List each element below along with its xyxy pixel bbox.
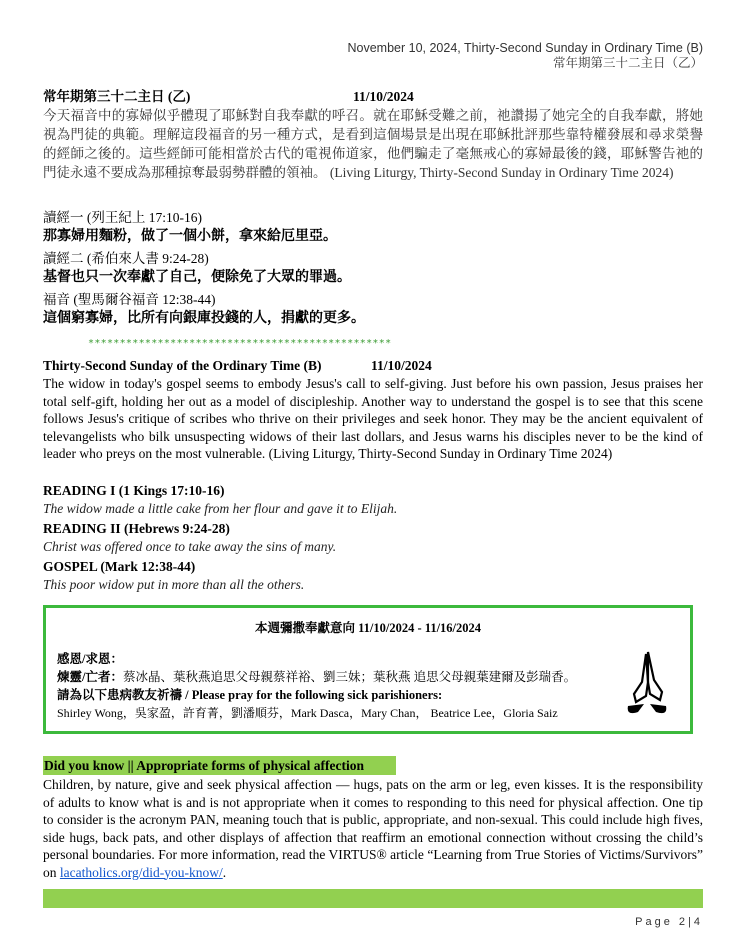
dyk-text: Children, by nature, give and seek physical affection — hugs, pats on the arm or leg, even kisses. It is the responsibility of adults to know what is and is not appropriate when it comes to responding to this need for physical affection. One tip to consider is the acronym PAN, meaning touch that is public, appropriate, and non-sexual. This could include high fives, side hugs, back pats, and other displays of affection that reaffirm an emotional connection without crossing the child’s personal boundaries. For more information, read the VIRTUS® article “Learning from True Stories of Victims/Survivors” on <box>43 777 703 880</box>
pray-label: 請為以下患病教友祈禱 / Please pray for the following sick parishioners: <box>57 688 443 702</box>
mass-intentions-box <box>43 605 693 734</box>
did-you-know-body <box>43 776 703 881</box>
header-english: November 10, 2024, Thirty-Second Sunday in Ordinary Time (B) <box>347 41 703 55</box>
praying-hands-icon <box>622 646 672 716</box>
zh-date: 11/10/2024 <box>353 89 414 104</box>
en-reading1-text: The widow made a little cake from her flour and gave it to Elijah. <box>43 501 398 516</box>
header-chinese: 常年期第三十二主日（乙） <box>552 56 703 70</box>
en-title: Thirty-Second Sunday of the Ordinary Time (B) <box>43 358 322 373</box>
deceased-names: 蔡冰晶、葉秋燕追思父母親蔡祥裕、劉三妹；葉秋燕 追思父母親葉建爾及彭瑞香。 <box>122 670 577 684</box>
zh-reading1-label: 讀經一 (列王紀上 17:10-16) <box>43 210 202 225</box>
footer-green-bar <box>43 889 703 908</box>
dyk-end: . <box>222 864 227 880</box>
mass-intentions-body <box>57 650 576 722</box>
en-gospel-label: GOSPEL (Mark 12:38-44) <box>43 559 196 574</box>
zh-reflection: 今天福音中的寡婦似乎體現了耶穌對自我奉獻的呼召。就在耶穌受難之前，祂讚揚了她完全的自我奉獻，將她視為門徒的典範。理解這段福音的另一種方式，是看到這個場景是出現在耶穌批評那些靠特權發展和尋求榮譽的經師之後的。這些經師可能相當於古代的電視佈道家，他們騙走了毫無戒心的寡婦最後的錢，耶穌警告祂的門徒永遠不要成為那種掠奪最弱勢群體的領袖。 (Living Liturgy, Thirty-Second Sunday in Ordinary Time 2024) <box>43 108 703 180</box>
dyk-link[interactable]: lacatholics.org/did-you-know/ <box>59 864 223 880</box>
en-title-line <box>43 357 703 375</box>
divider-stars: ************************************************ <box>88 338 392 349</box>
sick-names: Shirley Wong，吳家盈，許育菁，劉潘順芬，Mark Dasca，Mary Chan， Beatrice Lee，Gloria Saiz <box>57 706 558 720</box>
zh-readings <box>43 209 703 328</box>
en-readings <box>43 482 703 594</box>
page-number: Page 2|4 <box>635 916 703 928</box>
deceased-label: 煉靈/亡者： <box>57 670 123 684</box>
zh-gospel-label: 福音 (聖馬爾谷福音 12:38-44) <box>43 292 216 307</box>
zh-reading2-label: 讀經二 (希伯來人書 9:24-28) <box>43 251 209 266</box>
zh-gospel-text: 這個窮寡婦，比所有向銀庫投錢的人，捐獻的更多。 <box>43 311 365 326</box>
zh-reading2-text: 基督也只一次奉獻了自己，便除免了大眾的罪過。 <box>43 270 351 285</box>
en-gospel-text: This poor widow put in more than all the others. <box>43 577 305 592</box>
en-reading2-text: Christ was offered once to take away the sins of many. <box>43 539 337 554</box>
chinese-section <box>43 88 703 182</box>
en-reading2-label: READING II (Hebrews 9:24-28) <box>43 521 230 536</box>
zh-title: 常年期第三十二主日 (乙) <box>43 89 191 104</box>
english-section <box>43 357 703 463</box>
en-reading1-label: READING I (1 Kings 17:10-16) <box>43 483 225 498</box>
zh-title-line <box>43 88 703 106</box>
en-date: 11/10/2024 <box>371 358 432 373</box>
mass-intentions-title: 本週彌撒奉獻意向 11/10/2024 - 11/16/2024 <box>254 621 482 635</box>
en-reflection: The widow in today's gospel seems to embody Jesus's call to self-giving. Just before his own passion, Jesus praises her total self-gift, holding her out as a model of discipleship. Another way to understand the gospel is to see that this scene follows Jesus's critique of scribes who thrive on their privileges and seek honor. They may be the ancient equivalent of televangelists who bilk unsuspecting widows of their last dollars, and Jesus warns his disciples never to be the kind of leader who preys on the most vulnerable. (Living Liturgy, Thirty-Second Sunday in Ordinary Time 2024) <box>43 376 703 461</box>
zh-reading1-text: 那寡婦用麵粉，做了一個小餅，拿來給厄里亞。 <box>43 229 337 244</box>
thanks-label: 感恩/求恩： <box>57 652 123 666</box>
page-header <box>348 41 704 71</box>
did-you-know-heading: Did you know || Appropriate forms of physical affection <box>43 756 396 775</box>
